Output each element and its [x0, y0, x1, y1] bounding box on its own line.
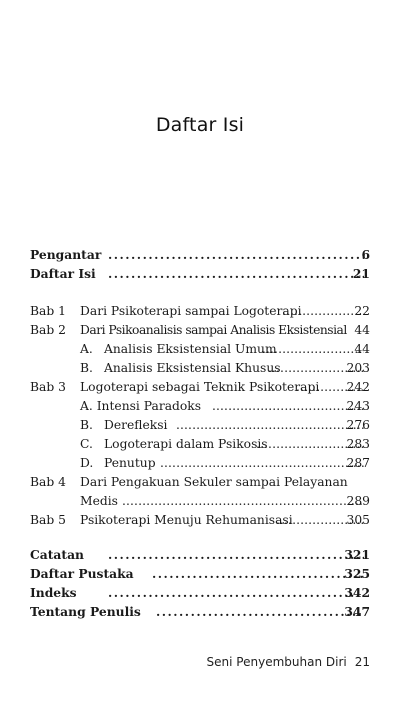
toc-entry-page: 22 [354, 304, 370, 318]
dot-leader [156, 603, 364, 621]
toc-entry-label: Dari Pengakuan Sekuler sampai Pelayanan [80, 475, 348, 489]
toc-entry-label: Dari Psikoterapi sampai Logoterapi [80, 304, 302, 318]
toc-entry-page: 321 [344, 547, 370, 562]
toc-entry-bab-2 [30, 321, 370, 339]
dot-leader [108, 265, 364, 283]
toc-entry-page: 325 [344, 566, 370, 581]
toc-entry-daftar-pustaka [30, 565, 370, 583]
toc-entry-catatan [30, 546, 370, 564]
toc-entry-page: 305 [346, 513, 370, 527]
toc-entry-page: 21 [352, 266, 370, 281]
toc-entry-label: Indeks [30, 585, 77, 600]
dot-leader [108, 584, 364, 602]
toc-entry-label: Analisis Eksistensial Khusus [104, 361, 281, 375]
toc-entry-label: Penutup [104, 456, 156, 470]
toc-entry-label: Daftar Pustaka [30, 566, 134, 581]
chapter-number: Bab 4 [30, 475, 66, 489]
toc-entry-label: Dari Psikoanalisis sampai Analisis Eksistensial [80, 323, 347, 337]
toc-entry-label: Tentang Penulis [30, 604, 141, 619]
toc-entry-label: Catatan [30, 547, 84, 562]
toc-entry-page: 289 [346, 494, 370, 508]
toc-entry-label: Daftar Isi [30, 266, 96, 281]
toc-entry-label: Logoterapi sebagai Teknik Psikoterapi [80, 380, 320, 394]
toc-entry-label: Analisis Eksistensial Umum [104, 342, 277, 356]
chapter-number: Bab 5 [30, 513, 66, 527]
toc-entry-bab-4-cont [30, 492, 370, 510]
toc-entry-2a [30, 340, 370, 358]
toc-entry-3d [30, 454, 370, 472]
chapter-number: Bab 3 [30, 380, 66, 394]
toc-entry-page: 347 [344, 604, 370, 619]
section-marker: B. [80, 361, 93, 375]
section-marker: A. [80, 342, 93, 356]
page-footer [207, 655, 370, 669]
toc-entry-page: 6 [361, 247, 370, 262]
chapter-number: Bab 1 [30, 304, 66, 318]
toc-entry-label: Logoterapi dalam Psikosis [104, 437, 268, 451]
toc-entry-3b [30, 416, 370, 434]
toc-entry-tentang-penulis [30, 603, 370, 621]
toc-entry-bab-5 [30, 511, 370, 529]
section-marker: B. [80, 418, 93, 432]
dot-leader [108, 546, 364, 564]
toc-entry-page: 242 [346, 380, 370, 394]
toc-entry-daftar-isi [30, 265, 370, 283]
section-marker: C. [80, 437, 93, 451]
toc-entry-3c [30, 435, 370, 453]
toc-entry-pengantar [30, 246, 370, 264]
toc-entry-page: 243 [346, 399, 370, 413]
running-title: Seni Penyembuhan Diri [206, 655, 347, 669]
dot-leader [108, 246, 364, 264]
toc-entry-page: 276 [346, 418, 370, 432]
page-number: 21 [354, 655, 370, 669]
toc-entry-indeks [30, 584, 370, 602]
toc-entry-page: 44 [354, 342, 370, 356]
toc-entry-page: 203 [346, 361, 370, 375]
dot-leader [160, 454, 364, 472]
dot-leader [122, 492, 364, 510]
toc-entry-label: Derefleksi [104, 418, 168, 432]
toc-entry-2b [30, 359, 370, 377]
toc-entry-bab-3 [30, 378, 370, 396]
chapter-number: Bab 2 [30, 323, 66, 337]
section-marker: D. [80, 456, 94, 470]
toc-entry-page: 44 [354, 323, 370, 337]
dot-leader [152, 565, 364, 583]
toc-entry-label: Psikoterapi Menuju Rehumanisasi [80, 513, 293, 527]
toc-entry-label: Medis [80, 494, 118, 508]
toc-entry-3a [30, 397, 370, 415]
toc-entry-page: 283 [346, 437, 370, 451]
dot-leader [176, 416, 364, 434]
toc-entry-bab-1 [30, 302, 370, 320]
toc-entry-label: A. Intensi Paradoks [80, 399, 202, 413]
toc-entry-page: 342 [344, 585, 370, 600]
page-title: Daftar Isi [155, 114, 245, 136]
toc-entry-bab-4 [30, 473, 370, 491]
toc-entry-label: Pengantar [30, 247, 102, 262]
toc-entry-page: 287 [346, 456, 370, 470]
